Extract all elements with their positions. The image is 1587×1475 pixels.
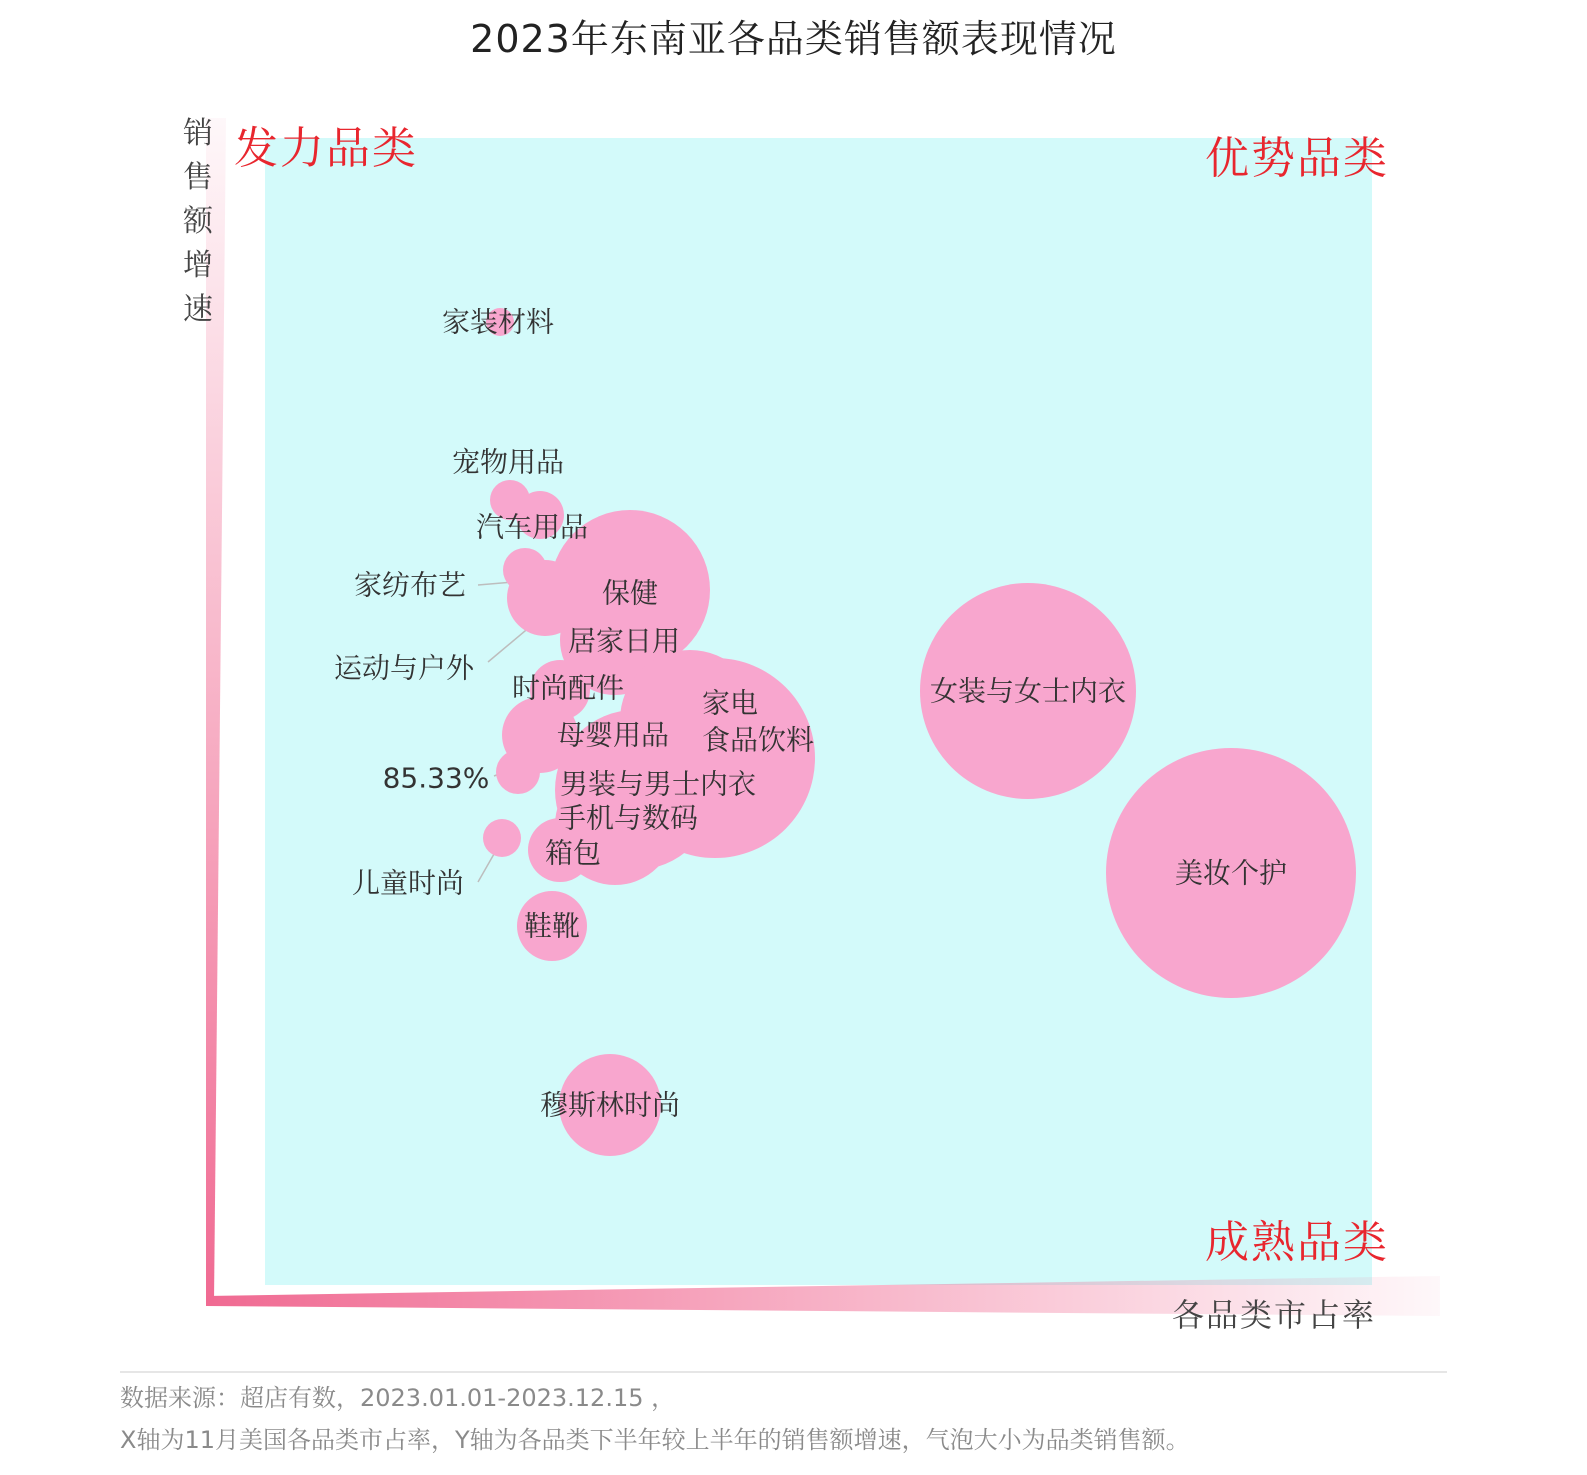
x-axis-label: 各品类市占率 <box>1172 1296 1377 1334</box>
bubble-label: 食品饮料 <box>701 723 815 757</box>
bubble-label: 手机与数码 <box>557 801 699 835</box>
footer-divider <box>120 1371 1447 1373</box>
bubble-label: 保健 <box>601 576 659 610</box>
bubble-label: 居家日用 <box>567 624 681 658</box>
bubble-label: 85.33% <box>382 761 490 795</box>
plot-background <box>265 138 1372 1285</box>
bubble <box>496 750 540 794</box>
y-axis-label-char: 增 <box>183 248 213 283</box>
bubble-label: 汽车用品 <box>475 510 589 544</box>
bubble-label: 女装与女士内衣 <box>929 674 1127 708</box>
bubble-label: 箱包 <box>544 836 602 870</box>
bubble <box>483 819 521 857</box>
axis-note: X轴为11月美国各品类市占率，Y轴为各品类下半年较上半年的销售额增速，气泡大小为品类销售额。 <box>120 1426 1190 1454</box>
bubble-label: 宠物用品 <box>451 445 565 479</box>
source-note: 数据来源：超店有数，2023.01.01-2023.12.15 ， <box>120 1384 676 1412</box>
y-axis-label-char: 速 <box>183 292 213 327</box>
bubble-label: 时尚配件 <box>511 671 625 705</box>
bubble-label: 家电 <box>701 686 759 720</box>
y-axis-label-char: 销 <box>183 116 213 151</box>
y-axis-label-char: 额 <box>183 204 213 239</box>
bubble-label: 运动与户外 <box>333 651 475 685</box>
bubble-label: 美妆个护 <box>1174 856 1288 890</box>
bubble-label: 家装材料 <box>441 305 555 339</box>
bubble-label: 鞋靴 <box>523 909 581 943</box>
y-axis-label-char: 售 <box>183 160 213 195</box>
bubble-label: 穆斯林时尚 <box>539 1088 681 1122</box>
chart-title: 2023年东南亚各品类销售额表现情况 <box>470 17 1117 61</box>
bubble-label: 家纺布艺 <box>353 568 467 602</box>
bubble-label: 儿童时尚 <box>351 866 465 900</box>
bubble-label: 母婴用品 <box>556 718 670 752</box>
quadrant-label-top-left: 发力品类 <box>234 123 418 174</box>
quadrant-label-top-right: 优势品类 <box>1205 133 1389 184</box>
quadrant-label-bottom-right: 成熟品类 <box>1205 1217 1389 1268</box>
bubble-label: 男装与男士内衣 <box>559 767 757 801</box>
